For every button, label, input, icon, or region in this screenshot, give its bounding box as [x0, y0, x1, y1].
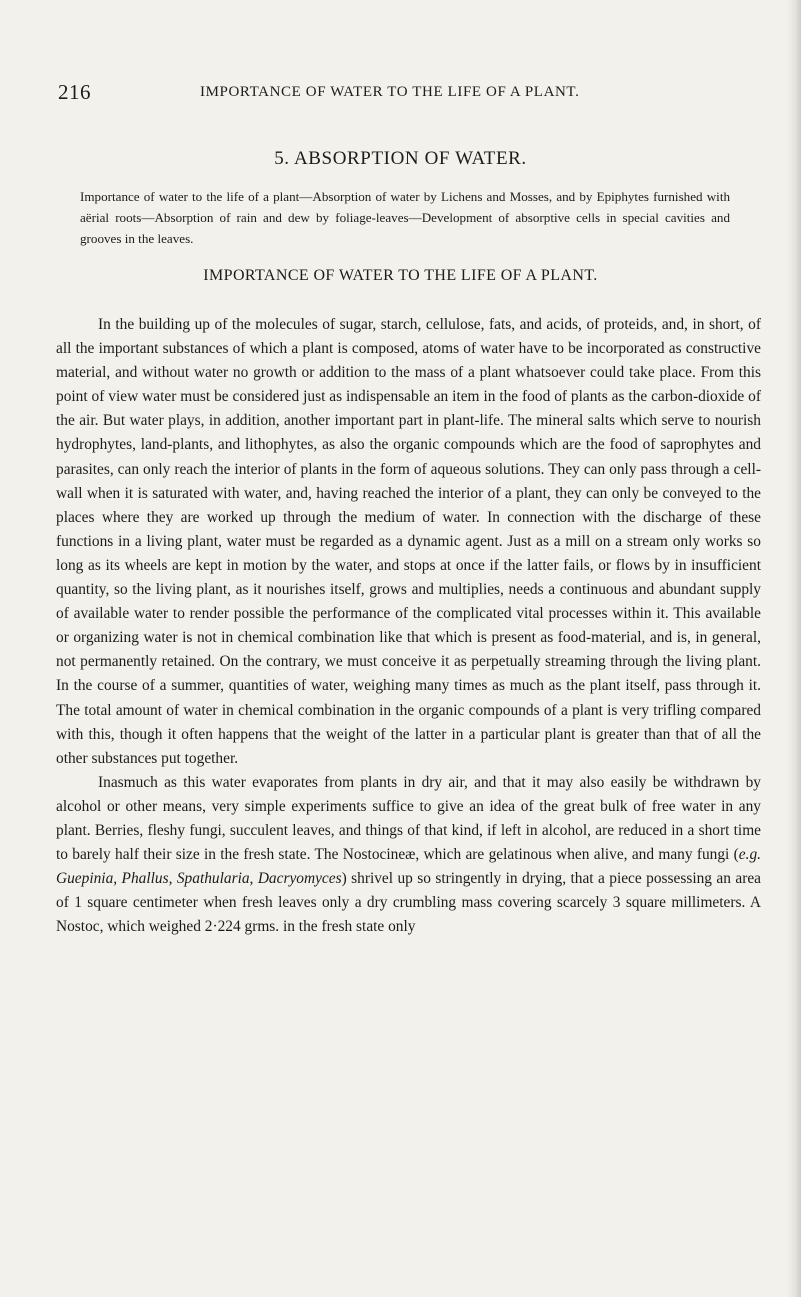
paragraph-2-examples: e.g. Guepinia, Phallus, Spathularia, Dacryomyces [56, 846, 761, 888]
section-abstract: Importance of water to the life of a plant—Absorption of water by Lichens and Mosses, and by Epiphytes furnished with aërial roots—Absorption of rain and dew by foliage-leaves—Development of absorptive cells in special cavities and grooves in the leaves. [80, 189, 730, 246]
body-text [56, 313, 761, 939]
subheading: IMPORTANCE OF WATER TO THE LIFE OF A PLANT. [203, 267, 598, 284]
paragraph-2-part-b: ) shrivel up so stringently in drying, that a piece possessing an area of 1 square centimeter when fresh leaves only a dry crumbling mass covering scarcely 3 square millimeters. A Nostoc, which weighed 2·224 grms. in the fresh state only [56, 870, 761, 936]
page-number: 216 [58, 80, 91, 104]
running-title: IMPORTANCE OF WATER TO THE LIFE OF A PLANT. [200, 84, 580, 100]
section-title: 5. ABSORPTION OF WATER. [274, 148, 527, 169]
paragraph-2-part-a: Inasmuch as this water evaporates from plants in dry air, and that it may also easily be withdrawn by alcohol or other means, very simple experiments suffice to give an idea of the great bulk of free water in any plant. Berries, fleshy fungi, succulent leaves, and things of that kind, if left in alcohol, are reduced in a short time to barely half their size in the fresh state. The Nostocineæ, which are gelatinous when alive, and many fungi ( [56, 773, 761, 864]
paragraph-1: In the building up of the molecules of sugar, starch, cellulose, fats, and acids, of proteids, and, in short, of all the important substances of which a plant is composed, atoms of water have to be incorporated as constructive material, and without water no growth or addition to the mass of a plant whatsoever could take place. From this point of view water must be considered just as indispensable an item in the food of plants as the carbon-dioxide of the air. But water plays, in addition, another important part in plant-life. The mineral salts which serve to nourish hydrophytes, land-plants, and lithophytes, as also the organic compounds which are the food of saprophytes and parasites, can only reach the interior of plants in the form of aqueous solutions. They can only pass through a cell-wall when it is saturated with water, and, having reached the interior of a plant, they can only be conveyed to the places where they are worked up through the medium of water. In connection with the discharge of these functions in a living plant, water must be regarded as a dynamic agent. Just as a mill on a stream only works so long as its wheels are kept in motion by the water, and stops at once if the latter fails, or flows by in insufficient quantity, so the living plant, as it nourishes itself, grows and multiplies, needs a continuous and abundant supply of available water to render possible the performance of the complicated vital processes within it. This available or organizing water is not in chemical combination like that which is present as food-material, and is, in general, not permanently retained. On the contrary, we must conceive it as perpetually streaming through the living plant. In the course of a summer, quantities of water, weighing many times as much as the plant itself, pass through it. The total amount of water in chemical combination in the organic compounds of a plant is very trifling compared with this, though it often happens that the weight of the latter in a particular plant is greater than that of all the other substances put together. [56, 316, 761, 767]
running-header [58, 80, 758, 104]
page-edge-shadow [787, 0, 801, 1297]
paragraph-2 [56, 771, 761, 940]
